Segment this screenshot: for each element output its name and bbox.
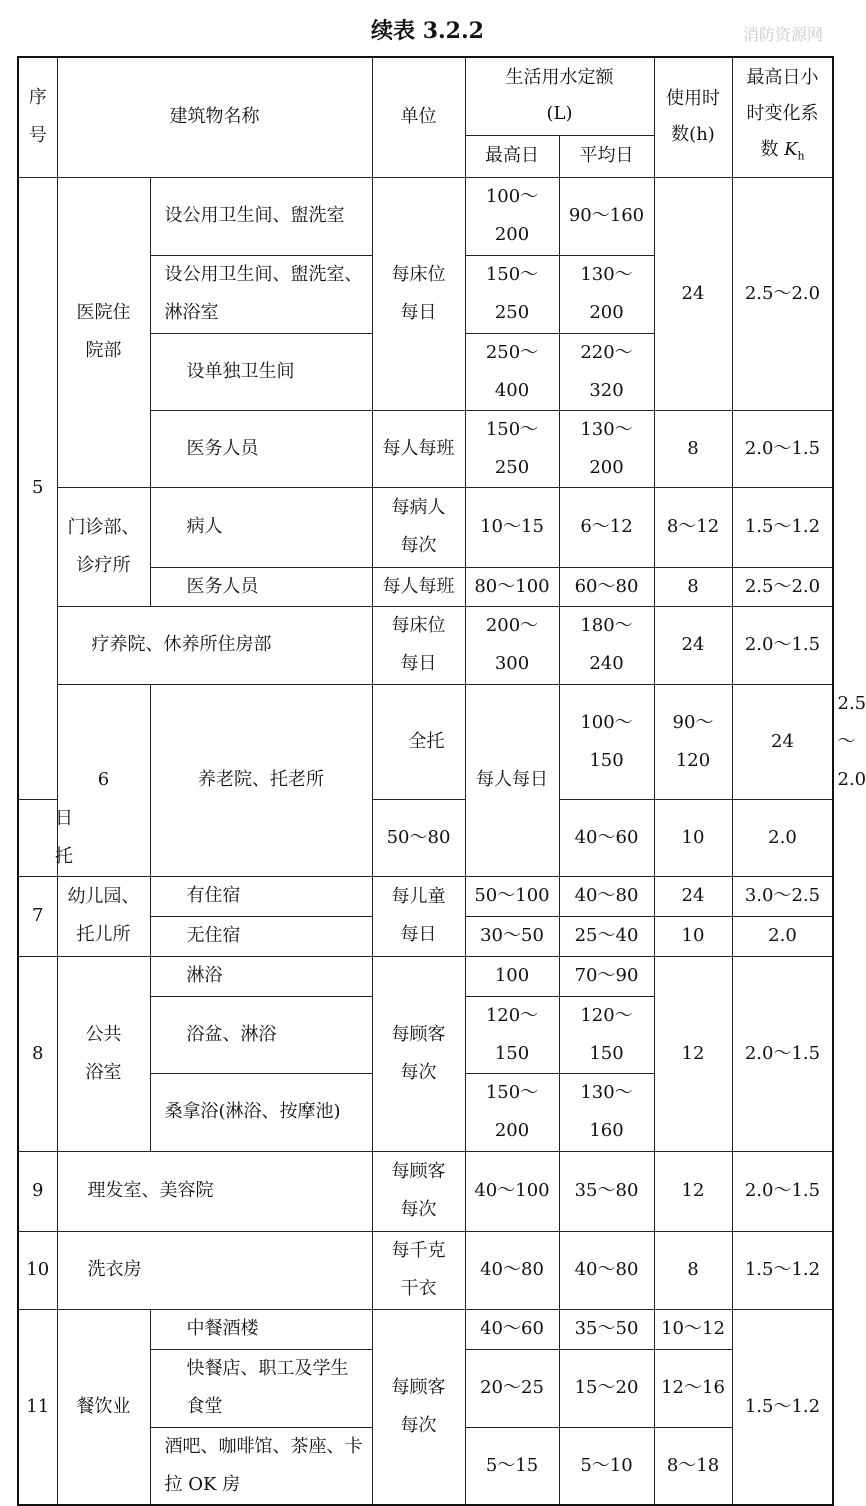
r5-g-unit: 每床位每日: [372, 606, 465, 684]
r7-a-hours: 24: [654, 876, 732, 916]
r11-a-max: 40～60: [465, 1309, 559, 1349]
header-name: 建筑物名称: [57, 57, 372, 177]
r8-b-max: 120～150: [465, 996, 559, 1073]
r9-avg: 35～80: [559, 1151, 654, 1231]
header-coef-sub: h: [797, 149, 805, 163]
header-hours: 使用时数(h): [654, 57, 732, 177]
seq-5: 5: [18, 177, 57, 799]
r8-b-avg: 120～150: [559, 996, 654, 1073]
r8-c-max: 150～200: [465, 1073, 559, 1151]
r7-a-max: 50～100: [465, 876, 559, 916]
header-seq: 序号: [18, 57, 57, 177]
r11-coef: 1.5～1.2: [732, 1309, 833, 1505]
r9-unit: 每顾客每次: [372, 1151, 465, 1231]
r5-c-avg: 220～320: [559, 333, 654, 410]
r5-b-avg: 130～200: [559, 255, 654, 333]
r10-max: 40～80: [465, 1231, 559, 1309]
r6-b-avg: 40～60: [559, 799, 654, 876]
r7-no-boarding: 无住宿: [150, 916, 372, 956]
r10-avg: 40～80: [559, 1231, 654, 1309]
r8-a-max: 100: [465, 956, 559, 996]
header-coef-text: 最高日小时变化系数: [746, 66, 819, 160]
r8-bathtub-shower: 浴盆、淋浴: [150, 996, 372, 1073]
r11-c-avg: 5～10: [559, 1427, 654, 1505]
r5-g-coef: 2.0～1.5: [732, 606, 833, 684]
r5-d-max: 150～250: [465, 410, 559, 487]
r9-barber-beauty: 理发室、美容院: [57, 1151, 372, 1231]
r7-a-coef: 3.0～2.5: [732, 876, 833, 916]
catering: 餐饮业: [57, 1309, 150, 1505]
r7-b-max: 30～50: [465, 916, 559, 956]
r7-unit: 每儿童每日: [372, 876, 465, 956]
r11-b-avg: 15～20: [559, 1349, 654, 1427]
r8-coef: 2.0～1.5: [732, 956, 833, 1151]
r11-b-hours: 12～16: [654, 1349, 732, 1427]
nursing-home: 养老院、托老所: [150, 684, 372, 876]
r10-unit: 每千克干衣: [372, 1231, 465, 1309]
outpatient-clinic: 门诊部、诊疗所: [57, 487, 150, 606]
r5-e-avg: 6～12: [559, 487, 654, 567]
r11-a-avg: 35～50: [559, 1309, 654, 1349]
r5-d-unit: 每人每班: [372, 410, 465, 487]
header-coef: [732, 57, 833, 177]
r10-coef: 1.5～1.2: [732, 1231, 833, 1309]
seq-6: 6: [57, 684, 150, 876]
r8-c-avg: 130～160: [559, 1073, 654, 1151]
r7-b-avg: 25～40: [559, 916, 654, 956]
header-quota: 生活用水定额(L): [465, 57, 654, 135]
watermark: 消防资源网: [742, 25, 823, 44]
r5-e-coef: 1.5～1.2: [732, 487, 833, 567]
seq-11: 11: [18, 1309, 57, 1505]
r9-max: 40～100: [465, 1151, 559, 1231]
r9-coef: 2.0～1.5: [732, 1151, 833, 1231]
r5-e-unit: 每病人每次: [372, 487, 465, 567]
r5-medical-staff: 医务人员: [150, 410, 372, 487]
header-max-day: 最高日: [465, 135, 559, 177]
r5-d-avg: 130～200: [559, 410, 654, 487]
r6-a-avg: 90～120: [654, 684, 732, 799]
r6-b-hours: 10: [654, 799, 732, 876]
r6-day-care: 日托: [18, 799, 57, 876]
r5-g-max: 200～300: [465, 606, 559, 684]
r11-c-max: 5～15: [465, 1427, 559, 1505]
seq-9: 9: [18, 1151, 57, 1231]
r11-fast-food: 快餐店、职工及学生食堂: [150, 1349, 372, 1427]
r11-b-max: 20～25: [465, 1349, 559, 1427]
r8-hours: 12: [654, 956, 732, 1151]
r6-b-coef: 2.0: [732, 799, 833, 876]
r5-b-max: 150～250: [465, 255, 559, 333]
r11-a-hours: 10～12: [654, 1309, 732, 1349]
r9-hours: 12: [654, 1151, 732, 1231]
r6-a-hours: 24: [732, 684, 833, 799]
r11-chinese-restaurant: 中餐酒楼: [150, 1309, 372, 1349]
r5-abc-coef: 2.5～2.0: [732, 177, 833, 410]
seq-8: 8: [18, 956, 57, 1151]
kindergarten: 幼儿园、托儿所: [57, 876, 150, 956]
r5-f-avg: 60～80: [559, 567, 654, 606]
seq-7: 7: [18, 876, 57, 956]
r10-laundry: 洗衣房: [57, 1231, 372, 1309]
r7-b-coef: 2.0: [732, 916, 833, 956]
r8-unit: 每顾客每次: [372, 956, 465, 1151]
r5-patient: 病人: [150, 487, 372, 567]
r5-public-toilet-shower: 设公用卫生间、盥洗室、淋浴室: [150, 255, 372, 333]
r5-f-max: 80～100: [465, 567, 559, 606]
r5-public-toilet: 设公用卫生间、盥洗室: [150, 177, 372, 255]
r5-e-hours: 8～12: [654, 487, 732, 567]
table-title: 续表 3.2.2: [371, 18, 484, 44]
r7-boarding: 有住宿: [150, 876, 372, 916]
hospital-inpatient: 医院住院部: [57, 177, 150, 487]
r5-e-max: 10～15: [465, 487, 559, 567]
header-avg-day: 平均日: [559, 135, 654, 177]
r5-clinic-staff: 医务人员: [150, 567, 372, 606]
r7-a-avg: 40～80: [559, 876, 654, 916]
r5-f-unit: 每人每班: [372, 567, 465, 606]
r10-hours: 8: [654, 1231, 732, 1309]
r11-c-hours: 8～18: [654, 1427, 732, 1505]
r5-private-toilet: 设单独卫生间: [150, 333, 372, 410]
r5-a-max: 100～200: [465, 177, 559, 255]
r5-f-coef: 2.5～2.0: [732, 567, 833, 606]
r7-b-hours: 10: [654, 916, 732, 956]
seq-10: 10: [18, 1231, 57, 1309]
r5-d-hours: 8: [654, 410, 732, 487]
r6-unit: 每人每日: [465, 684, 559, 876]
r5-bed-unit: 每床位每日: [372, 177, 465, 410]
r5-g-hours: 24: [654, 606, 732, 684]
r5-sanatorium: 疗养院、休养所住房部: [57, 606, 372, 684]
r11-bar-cafe: 酒吧、咖啡馆、茶座、卡拉 OK 房: [150, 1427, 372, 1505]
r5-f-hours: 8: [654, 567, 732, 606]
r6-a-max: 100～150: [559, 684, 654, 799]
r8-sauna: 桑拿浴(淋浴、按摩池): [150, 1073, 372, 1151]
header-unit: 单位: [372, 57, 465, 177]
public-bath: 公共浴室: [57, 956, 150, 1151]
r8-a-avg: 70～90: [559, 956, 654, 996]
r6-b-max: 50～80: [372, 799, 465, 876]
r5-a-avg: 90～160: [559, 177, 654, 255]
header-coef-k: K: [784, 138, 798, 160]
r5-abc-hours: 24: [654, 177, 732, 410]
water-quota-table: 序号 建筑物名称 单位 生活用水定额(L) 使用时数(h) 最高日小时变化系数 $K_h$ 最高日 平均日 5 医院住院部 设公用卫生间、盥洗室 每床位每日 100～200 90～160 24 2.5～2.0 设公用卫生间、盥洗室、淋浴室 150～250 130～200 设单独卫生间 250～400 220～320 医务人员 每人每班 150～250 130～200 8 2.0～1.5 门诊部、诊疗所 病人 每病人每次 10～15 6～12 8～12 1.5～1.2 医务人员 每人每班 80～100 60～80 8 2.5～2.0 疗养院、休养所住房部 每床位每日 200～300 180～240 24 2.0～1.5 6 养老院、托老所 全托 每人每日 100～150 90～120 24 2.5～2.0 日托 50～80 40～60 10 2.0 7 幼儿园、托儿所 有住宿 每儿童每日 50～100 40～80 24 3.0～2.5 无住宿 30～50 25～40 10 2.0 8 公共浴室 淋浴 每顾客每次 100 70～90 12 2.0～1.5 浴盆、淋浴 120～150 120～150 桑拿浴(淋浴、按摩池) 150～200 130～160 9 理发室、美容院 每顾客每次 40～100 35～80 12 2.0～1.5 10 洗衣房 每千克干衣 40～80 40～80 8 1.5～1.2 11 餐饮业 中餐酒楼 每顾客每次 40～60 35～50 10～12 1.5～1.2 快餐店、职工及学生食堂 20～25 15～20 12～16 酒吧、咖啡馆、茶座、卡拉 OK 房 5～15 5～10 8～18: [17, 56, 834, 1506]
r11-unit: 每顾客每次: [372, 1309, 465, 1505]
r6-full-care: 全托: [372, 684, 465, 799]
r5-g-avg: 180～240: [559, 606, 654, 684]
r8-shower: 淋浴: [150, 956, 372, 996]
r5-d-coef: 2.0～1.5: [732, 410, 833, 487]
r5-c-max: 250～400: [465, 333, 559, 410]
